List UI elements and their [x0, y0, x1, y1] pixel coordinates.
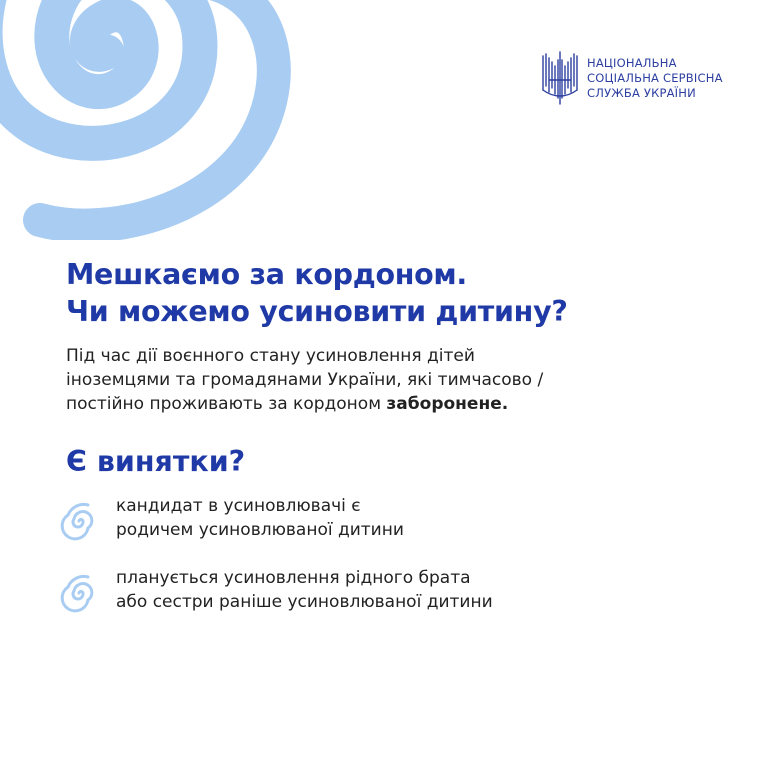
list-item-text — [116, 494, 404, 542]
swirl-bullet-icon — [60, 572, 102, 614]
page-title — [66, 256, 568, 330]
intro-line — [66, 392, 686, 416]
brand-name-line: СЛУЖБА УКРАЇНИ — [587, 85, 696, 100]
section-heading: Є винятки? — [66, 445, 246, 478]
intro-line: Під час дії воєнного стану усиновлення дітей — [66, 346, 475, 366]
spiral-decoration-icon — [0, 0, 300, 240]
page-title-line: Мешкаємо за кордоном. — [66, 258, 467, 291]
intro-emphasis: заборонене. — [386, 394, 509, 414]
page-title-line: Чи можемо усиновити дитину? — [66, 295, 568, 328]
swirl-bullet-icon — [60, 500, 102, 542]
list-item-text — [116, 566, 493, 614]
brand-name-line: НАЦІОНАЛЬНА — [587, 55, 677, 70]
trident-emblem-icon — [541, 50, 579, 106]
list-item-line: планується усиновлення рідного брата — [116, 568, 471, 588]
intro-line: іноземцями та громадянами України, які тимчасово / — [66, 370, 544, 390]
brand-name-line: СОЦІАЛЬНА СЕРВІСНА — [587, 70, 723, 85]
brand-logo — [541, 50, 723, 106]
intro-text: постійно проживають за кордоном — [66, 394, 387, 414]
list-item-line: родичем усиновлюваної дитини — [116, 520, 404, 540]
list-item-line: кандидат в усиновлювачі є — [116, 496, 361, 516]
intro-paragraph — [66, 344, 686, 416]
list-item-line: або сестри раніше усиновлюваної дитини — [116, 592, 493, 612]
brand-name — [587, 56, 723, 101]
